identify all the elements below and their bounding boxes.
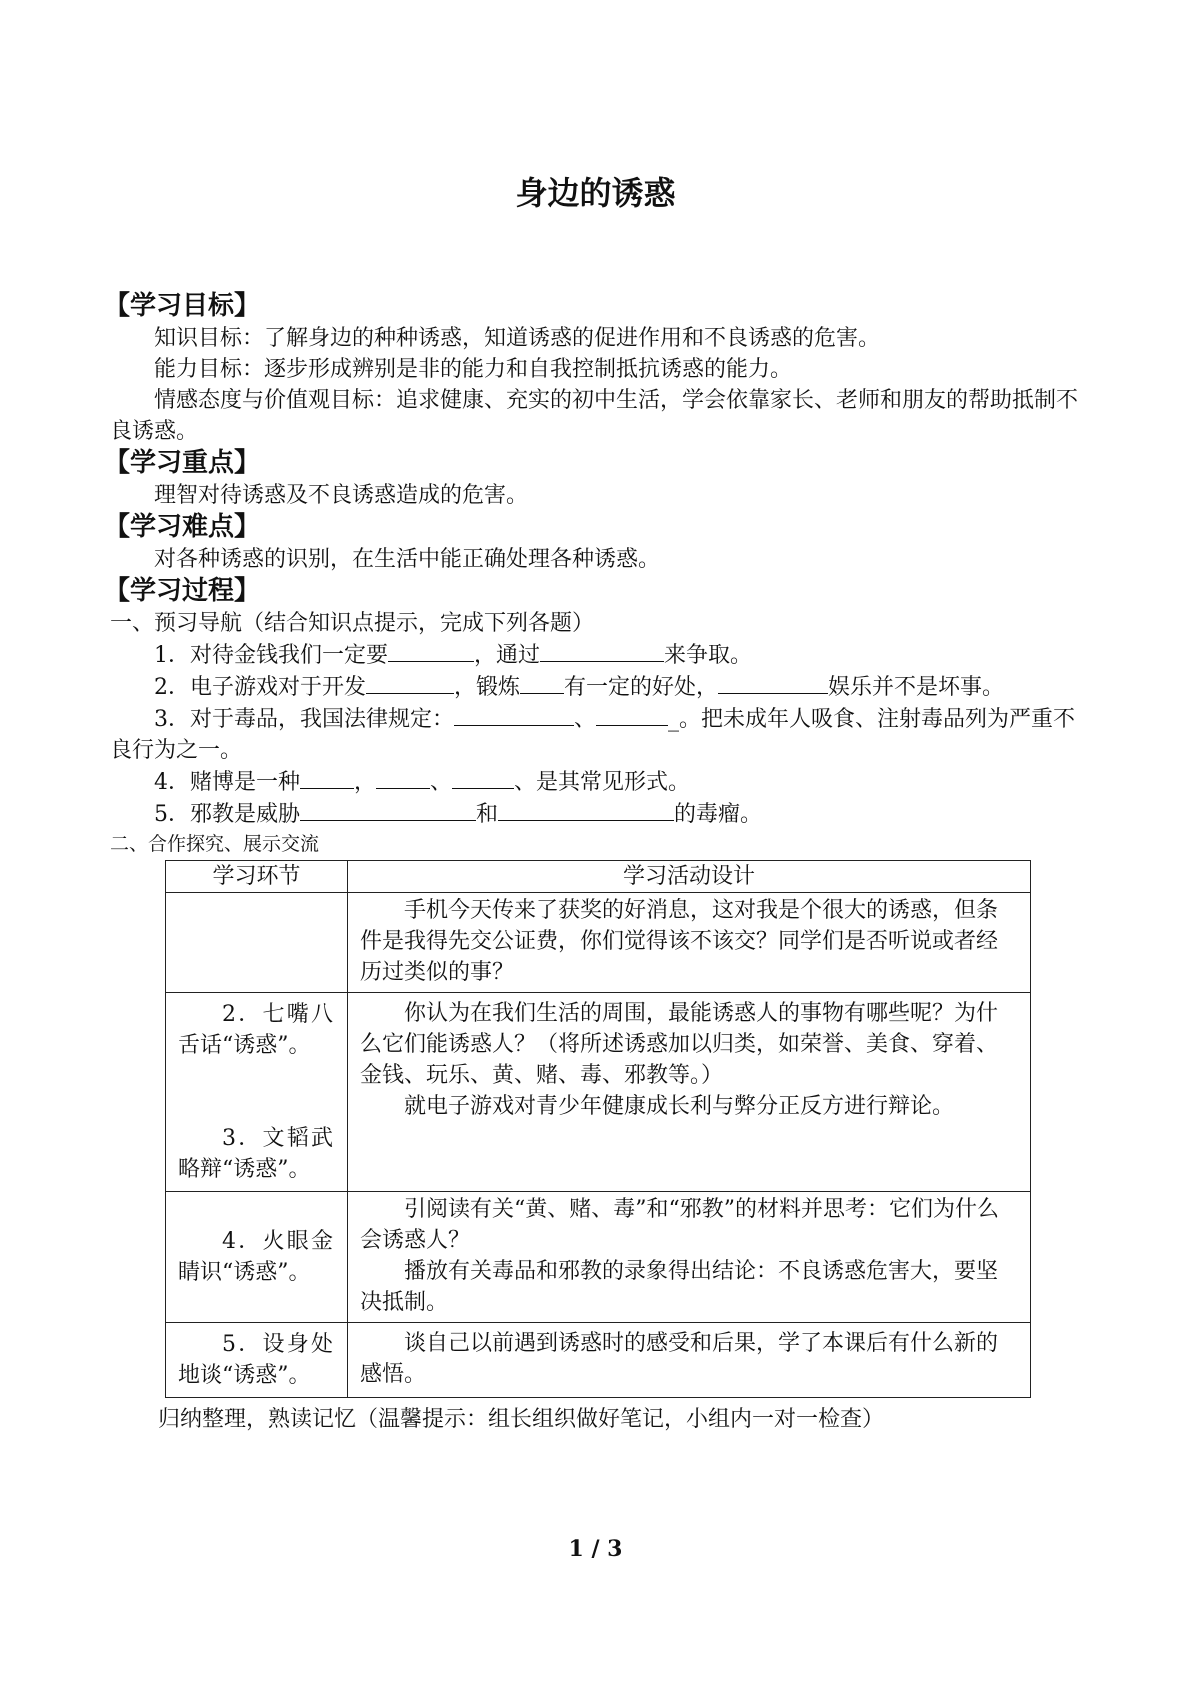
blank[interactable] [520, 671, 564, 694]
key-points-heading: 【学习重点】 [104, 448, 261, 478]
difficulty-text: 对各种诱惑的识别，在生活中能正确处理各种诱惑。 [154, 547, 661, 572]
activity-text: 谈自己以前遇到诱惑时的感受和后果，学了本课后有什么新的感悟。 [360, 1331, 999, 1387]
table-cell-stage [166, 1323, 348, 1398]
activity-text: 手机今天传来了获奖的好消息，这对我是个很大的诱惑，但条件是我得先交公证费，你们觉得该不该交？同学们是否听说或者经历过类似的事？ [360, 898, 999, 985]
blank[interactable] [540, 639, 664, 662]
table-row [166, 893, 1031, 993]
table-row [166, 1192, 1031, 1323]
preview-guide-title: 一、预习导航（结合知识点提示，完成下列各题） [110, 611, 595, 636]
objective-knowledge: 知识目标：了解身边的种种诱惑，知道诱惑的促进作用和不良诱惑的危害。 [154, 326, 881, 351]
key-points-text: 理智对待诱惑及不良诱惑造成的危害。 [154, 483, 529, 508]
blank[interactable] [454, 703, 574, 726]
activity-text: 你认为在我们生活的周围，最能诱惑人的事物有哪些呢？为什么它们能诱惑人？（将所述诱惑加以归类，如荣誉、美食、穿着、金钱、玩乐、黄、赌、毒、邪教等。） [360, 1001, 999, 1088]
page-title: 身边的诱惑 [515, 174, 676, 212]
question-3: 3．对于毒品，我国法律规定： 、 _。把未成年人吸食、注射毒品列为严重不良行为之一。 [110, 703, 1095, 766]
stage-text: 2．七嘴八舌话“诱惑”。 [178, 1002, 333, 1058]
question-4: 4．赌博是一种 ， 、 、是其常见形式。 [110, 766, 1095, 798]
table-header-activity: 学习活动设计 [348, 861, 1031, 893]
activity-text: 播放有关毒品和邪教的录象得出结论：不良诱惑危害大，要坚决抵制。 [360, 1259, 999, 1315]
table-cell-stage [166, 993, 348, 1192]
table-header-row [166, 861, 1031, 893]
blank[interactable] [376, 766, 430, 789]
table-cell-activity [348, 893, 1031, 993]
blank[interactable] [452, 766, 514, 789]
blank[interactable] [300, 798, 476, 821]
blank[interactable] [388, 639, 474, 662]
question-5: 5．邪教是威胁 和 的毒瘤。 [110, 798, 1095, 830]
page-number: 1 / 3 [568, 1536, 623, 1562]
question-1: 1．对待金钱我们一定要 ，通过 来争取。 [110, 639, 1095, 671]
objective-attitude: 情感态度与价值观目标：追求健康、充实的初中生活，学会依靠家长、老师和朋友的帮助抵制不良诱惑。 [110, 388, 1079, 444]
blank[interactable] [498, 798, 674, 821]
activity-text: 引阅读有关“黄、赌、毒”和“邪教”的材料并思考：它们为什么会诱惑人？ [360, 1197, 999, 1253]
cooperation-title: 二、合作探究、展示交流 [110, 833, 320, 855]
table-cell-stage [166, 1192, 348, 1323]
document-body [104, 290, 1095, 1435]
blank[interactable] [718, 671, 828, 694]
stage-text: 5．设身处地谈“诱惑”。 [178, 1332, 333, 1388]
activity-text: 就电子游戏对青少年健康成长利与弊分正反方进行辩论。 [404, 1094, 955, 1119]
blank[interactable] [596, 703, 668, 726]
blank[interactable] [366, 671, 454, 694]
table-cell-activity [348, 1192, 1031, 1323]
stage-text: 4．火眼金睛识“诱惑”。 [178, 1229, 333, 1285]
table-row [166, 1323, 1031, 1398]
question-2: 2．电子游戏对于开发 ，锻炼 有一定的好处， 娱乐并不是坏事。 [110, 671, 1095, 703]
table-row [166, 993, 1031, 1192]
summary-text: 归纳整理，熟读记忆（温馨提示：组长组织做好笔记，小组内一对一检查） [158, 1407, 885, 1432]
stage-text: 3．文韬武略辩“诱惑”。 [178, 1126, 333, 1182]
table-cell-activity [348, 1323, 1031, 1398]
table-cell-activity [348, 993, 1031, 1192]
table-header-stage: 学习环节 [166, 861, 348, 893]
objective-ability: 能力目标：逐步形成辨别是非的能力和自我控制抵抗诱惑的能力。 [154, 357, 793, 382]
difficulty-heading: 【学习难点】 [104, 512, 261, 542]
blank[interactable] [300, 766, 354, 789]
activity-table [165, 860, 1031, 1398]
process-heading: 【学习过程】 [104, 576, 261, 606]
objectives-heading: 【学习目标】 [104, 291, 261, 321]
table-cell-stage [166, 893, 348, 993]
